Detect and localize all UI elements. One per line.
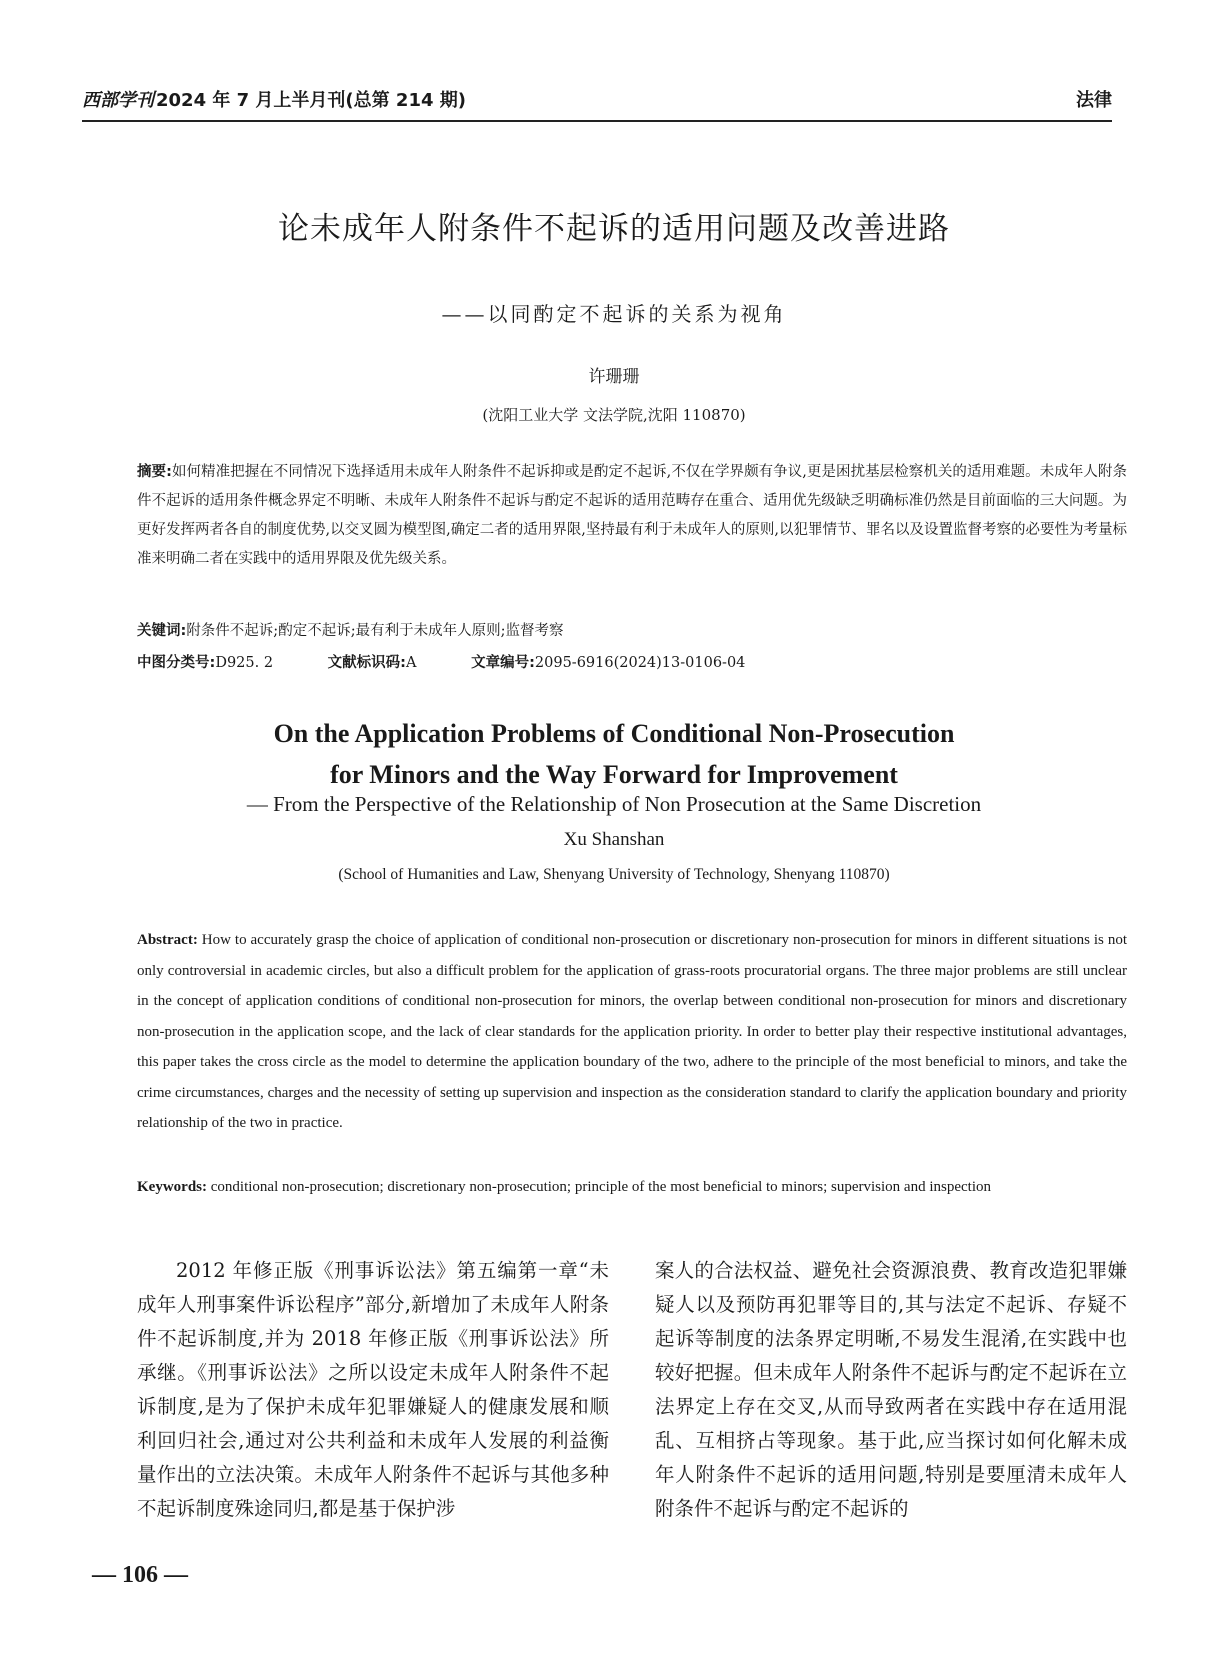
- journal-logo: 西部学刊: [82, 90, 154, 111]
- issue-info: 2024 年 7 月上半月刊(总第 214 期): [156, 90, 466, 111]
- page-number: — 106 —: [92, 1562, 188, 1588]
- english-title: [0, 713, 1228, 795]
- body-left-column: 2012 年修正版《刑事诉讼法》第五编第一章“未成年人刑事案件诉讼程序”部分,新增加了未成年人附条件不起诉制度,并为 2018 年修正版《刑事诉讼法》所承继。《刑事诉讼法》之所以设定未成年人附条件不起诉制度,是为了保护未成年犯罪嫌疑人的健康发展和顺利回归社会,通过对公共利益和未成年人发展的利益衡量作出的立法决策。未成年人附条件不起诉与其他多种不起诉制度殊途同归,都是基于保护涉: [137, 1259, 609, 1520]
- chinese-subtitle: ——以同酌定不起诉的关系为视角: [441, 302, 787, 326]
- english-keywords-text: conditional non-prosecution; discretionary non-prosecution; principle of the most beneficial to minors; supervision and inspection: [210, 1179, 991, 1195]
- clc-item: [137, 655, 273, 671]
- clc-label: 中图分类号:: [137, 655, 216, 671]
- doc-code-value: A: [405, 655, 417, 671]
- english-keywords: [137, 1172, 1127, 1202]
- chinese-keywords-label: 关键词:: [137, 623, 187, 639]
- doc-code-label: 文献标识码:: [327, 655, 406, 671]
- english-affiliation: (School of Humanities and Law, Shenyang University of Technology, Shenyang 110870): [338, 866, 890, 883]
- chinese-title: 论未成年人附条件不起诉的适用问题及改善进路: [278, 211, 950, 247]
- chinese-abstract-label: 摘要:: [137, 464, 172, 480]
- chinese-affiliation: (沈阳工业大学 文法学院,沈阳 110870): [482, 406, 746, 424]
- english-subtitle: — From the Perspective of the Relationship of Non Prosecution at the Same Discretion: [246, 792, 982, 816]
- english-author: Xu Shanshan: [563, 829, 665, 850]
- body-right-column: 案人的合法权益、避免社会资源浪费、教育改造犯罪嫌疑人以及预防再犯罪等目的,其与法定不起诉、存疑不起诉等制度的法条界定明晰,不易发生混淆,在实践中也较好把握。但未成年人附条件不起诉与酌定不起诉在立法界定上存在交叉,从而导致两者在实践中存在适用混乱、互相挤占等现象。基于此,应当探讨如何化解未成年人附条件不起诉的适用问题,特别是要厘清未成年人附条件不起诉与酌定不起诉的: [655, 1259, 1127, 1520]
- english-title-line1: On the Application Problems of Conditional Non-Prosecution: [273, 719, 955, 748]
- doc-code-item: [328, 655, 417, 671]
- article-no-label: 文章编号:: [471, 655, 535, 671]
- english-abstract: [137, 925, 1127, 1139]
- journal-issue: [82, 86, 466, 112]
- chinese-abstract-text: 如何精准把握在不同情况下选择适用未成年人附条件不起诉抑或是酌定不起诉,不仅在学界颇有争议,更是困扰基层检察机关的适用难题。未成年人附条件不起诉的适用条件概念界定不明晰、未成年人附条件不起诉与酌定不起诉的适用范畴存在重合、适用优先级缺乏明确标准仍然是目前面临的三大问题。为更好发挥两者各自的制度优势,以交叉圆为模型图,确定二者的适用界限,坚持最有利于未成年人的原则,以犯罪情节、罪名以及设置监督考察的必要性为考量标准来明确二者在实践中的适用界限及优先级关系。: [137, 464, 1127, 567]
- chinese-keywords-text: 附条件不起诉;酌定不起诉;最有利于未成年人原则;监督考察: [186, 623, 564, 639]
- chinese-keywords: [137, 618, 1127, 644]
- chinese-abstract: [137, 458, 1127, 574]
- english-abstract-label: Abstract:: [137, 932, 198, 948]
- english-abstract-text: How to accurately grasp the choice of application of conditional non-prosecution or discretionary non-prosecution for minors in different situations is not only controversial in academic circles, but also a difficult problem for the application of grass-roots procuratorial organs. The three major problems are still unclear in the concept of application conditions of conditional non-prosecution for minors, the overlap between conditional non-prosecution for minors and discretionary non-prosecution in the application scope, and the lack of clear standards for the application priority. In order to better play their respective institutional advantages, this paper takes the cross circle as the model to determine the application boundary of the two, adhere to the principle of the most beneficial to minors, and take the crime circumstances, charges and the necessity of setting up supervision and inspection as the consideration standard to clarify the application boundary and priority relationship of the two in practice.: [137, 932, 1127, 1131]
- running-header: [82, 86, 1112, 116]
- english-title-line2: for Minors and the Way Forward for Improvement: [330, 760, 898, 789]
- clc-value: D925. 2: [215, 655, 274, 671]
- classification-line: [137, 650, 1127, 676]
- article-no-item: [471, 655, 745, 671]
- chinese-author: 许珊珊: [588, 367, 640, 387]
- article-no-value: 2095-6916(2024)13-0106-04: [534, 655, 746, 671]
- header-divider: [82, 120, 1112, 122]
- section-label: 法律: [1076, 90, 1112, 111]
- english-keywords-label: Keywords:: [137, 1179, 207, 1195]
